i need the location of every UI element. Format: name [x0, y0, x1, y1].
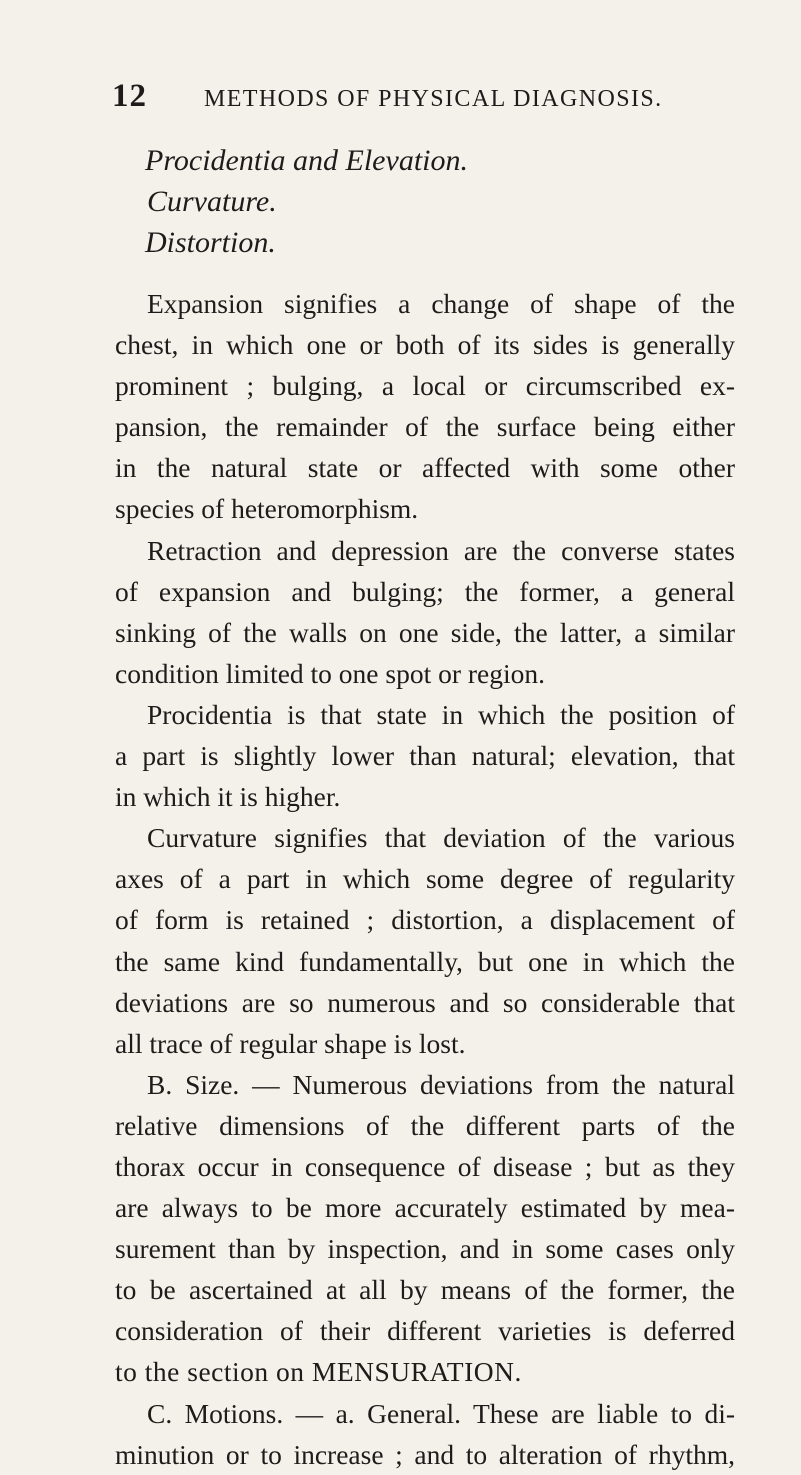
section-headings	[145, 140, 705, 263]
text-line: sinking of the walls on one side, the latter, a similar	[115, 616, 735, 648]
text-line: pansion, the remainder of the surface being either	[115, 411, 735, 443]
text-line: to be ascertained at all by means of the former, the	[115, 1274, 735, 1306]
page-number: 12	[112, 78, 147, 114]
text-line: surement than by inspection, and in some cases only	[115, 1233, 735, 1265]
text-line: of form is retained ; distortion, a displacement of	[115, 904, 735, 936]
text-line: condition limited to one spot or region.	[115, 657, 546, 689]
text-line: relative dimensions of the different parts of the	[115, 1109, 735, 1141]
text-line: thorax occur in consequence of disease ; but as they	[115, 1150, 735, 1182]
text-line: prominent ; bulging, a local or circumscribed ex-	[115, 370, 735, 402]
text-line: minution or to increase ; and to alteration of rhythm,	[115, 1438, 735, 1470]
text-line: deviations are so numerous and so considerable that	[115, 986, 735, 1018]
text-line: C. Motions. — a. General. These are liable to di-	[147, 1397, 735, 1429]
text-line: consideration of their different varieties is deferred	[115, 1315, 735, 1347]
text-line: the same kind fundamentally, but one in which the	[115, 945, 735, 977]
text-line: of expansion and bulging; the former, a general	[115, 575, 735, 607]
text-line: are always to be more accurately estimated by mea-	[115, 1192, 735, 1224]
text-line: in the natural state or affected with some other	[115, 452, 735, 484]
heading-distortion: Distortion.	[145, 226, 276, 259]
text-line: to the section on MENSURATION.	[115, 1356, 522, 1388]
text-line: chest, in which one or both of its sides is generally	[115, 329, 735, 361]
text-line: in which it is higher.	[115, 781, 341, 813]
text-line: Curvature signifies that deviation of the various	[147, 822, 735, 854]
page-header	[112, 78, 732, 126]
text-line: Procidentia is that state in which the position of	[147, 698, 735, 730]
text-line: species of heteromorphism.	[115, 493, 419, 525]
text-line: B. Size. — Numerous deviations from the natural	[147, 1068, 735, 1100]
text-line: Expansion signifies a change of shape of the	[147, 288, 735, 319]
text-line: all trace of regular shape is lost.	[115, 1027, 466, 1059]
running-title: METHODS OF PHYSICAL DIAGNOSIS.	[204, 86, 663, 112]
heading-procidentia-elevation: Procidentia and Elevation.	[145, 144, 468, 177]
text-line: a part is slightly lower than natural; elevation, that	[115, 740, 735, 772]
heading-curvature: Curvature.	[147, 185, 277, 218]
body-text	[115, 283, 735, 1475]
text-line: Retraction and depression are the converse states	[147, 534, 735, 566]
text-line: axes of a part in which some degree of regularity	[115, 863, 735, 895]
